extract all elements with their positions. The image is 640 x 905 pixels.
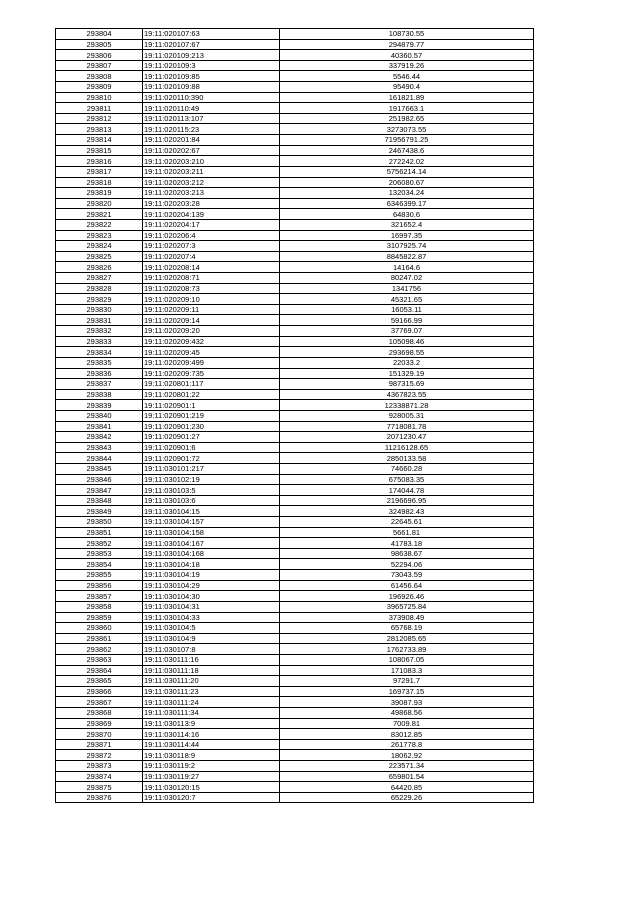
cadastral-number-cell: 19:11:020901:230	[143, 421, 280, 432]
row-number-cell: 293862	[56, 644, 143, 655]
cadastral-number-cell: 19:11:020109:85	[143, 71, 280, 82]
value-cell: 373908.49	[280, 612, 534, 623]
cadastral-number-cell: 19:11:030111:16	[143, 654, 280, 665]
cadastral-number-cell: 19:11:020110:49	[143, 103, 280, 114]
value-cell: 7009.81	[280, 718, 534, 729]
row-number-cell: 293817	[56, 166, 143, 177]
row-number-cell: 293836	[56, 368, 143, 379]
row-number-cell: 293852	[56, 538, 143, 549]
value-cell: 675083.35	[280, 474, 534, 485]
row-number-cell: 293860	[56, 623, 143, 634]
row-number-cell: 293841	[56, 421, 143, 432]
cadastral-number-cell: 19:11:020901:219	[143, 410, 280, 421]
row-number-cell: 293804	[56, 29, 143, 40]
value-cell: 45321.65	[280, 294, 534, 305]
row-number-cell: 293864	[56, 665, 143, 676]
table-row	[56, 389, 534, 400]
value-cell: 49868.56	[280, 708, 534, 719]
value-cell: 3107925.74	[280, 241, 534, 252]
cadastral-number-cell: 19:11:020201:84	[143, 135, 280, 146]
row-number-cell: 293810	[56, 92, 143, 103]
value-cell: 52294.06	[280, 559, 534, 570]
value-cell: 16053.11	[280, 304, 534, 315]
value-cell: 151329.19	[280, 368, 534, 379]
table-row	[56, 421, 534, 432]
row-number-cell: 293871	[56, 739, 143, 750]
row-number-cell: 293819	[56, 188, 143, 199]
table-row	[56, 485, 534, 496]
table-row	[56, 739, 534, 750]
table-row	[56, 135, 534, 146]
row-number-cell: 293827	[56, 273, 143, 284]
table-row	[56, 336, 534, 347]
row-number-cell: 293830	[56, 304, 143, 315]
value-cell: 97291.7	[280, 676, 534, 687]
cadastral-number-cell: 19:11:020801:117	[143, 379, 280, 390]
table-row	[56, 29, 534, 40]
value-cell: 22033.2	[280, 357, 534, 368]
table-row	[56, 315, 534, 326]
table-row	[56, 379, 534, 390]
row-number-cell: 293822	[56, 219, 143, 230]
row-number-cell: 293866	[56, 686, 143, 697]
table-row	[56, 326, 534, 337]
row-number-cell: 293828	[56, 283, 143, 294]
value-cell: 65229.26	[280, 792, 534, 803]
row-number-cell: 293816	[56, 156, 143, 167]
table-row	[56, 113, 534, 124]
cadastral-number-cell: 19:11:020209:20	[143, 326, 280, 337]
value-cell: 41783.18	[280, 538, 534, 549]
cadastral-value-table	[55, 28, 534, 803]
cadastral-number-cell: 19:11:020115:23	[143, 124, 280, 135]
cadastral-number-cell: 19:11:020209:11	[143, 304, 280, 315]
cadastral-number-cell: 19:11:030101:217	[143, 463, 280, 474]
table-row	[56, 548, 534, 559]
table-row	[56, 410, 534, 421]
table-row	[56, 708, 534, 719]
row-number-cell: 293868	[56, 708, 143, 719]
cadastral-number-cell: 19:11:020203:212	[143, 177, 280, 188]
value-cell: 6346399.17	[280, 198, 534, 209]
value-cell: 272242.02	[280, 156, 534, 167]
cadastral-number-cell: 19:11:030118:9	[143, 750, 280, 761]
value-cell: 11216128.65	[280, 442, 534, 453]
table-row	[56, 495, 534, 506]
value-cell: 261778.8	[280, 739, 534, 750]
cadastral-number-cell: 19:11:030104:30	[143, 591, 280, 602]
value-cell: 73043.59	[280, 570, 534, 581]
value-cell: 61456.64	[280, 580, 534, 591]
table-row	[56, 570, 534, 581]
row-number-cell: 293829	[56, 294, 143, 305]
value-cell: 294879.77	[280, 39, 534, 50]
table-row	[56, 750, 534, 761]
table-row	[56, 262, 534, 273]
cadastral-number-cell: 19:11:020202:67	[143, 145, 280, 156]
table-row	[56, 591, 534, 602]
table-row	[56, 527, 534, 538]
row-number-cell: 293847	[56, 485, 143, 496]
table-row	[56, 177, 534, 188]
cadastral-number-cell: 19:11:030104:168	[143, 548, 280, 559]
value-cell: 5546.44	[280, 71, 534, 82]
row-number-cell: 293844	[56, 453, 143, 464]
table-row	[56, 676, 534, 687]
row-number-cell: 293805	[56, 39, 143, 50]
value-cell: 8845822.87	[280, 251, 534, 262]
table-row	[56, 60, 534, 71]
row-number-cell: 293832	[56, 326, 143, 337]
value-cell: 2850133.58	[280, 453, 534, 464]
cadastral-number-cell: 19:11:020209:735	[143, 368, 280, 379]
cadastral-number-cell: 19:11:020208:14	[143, 262, 280, 273]
cadastral-number-cell: 19:11:020901:72	[143, 453, 280, 464]
value-cell: 659801.54	[280, 771, 534, 782]
value-cell: 1341756	[280, 283, 534, 294]
row-number-cell: 293843	[56, 442, 143, 453]
table-row	[56, 474, 534, 485]
row-number-cell: 293824	[56, 241, 143, 252]
value-cell: 206080.67	[280, 177, 534, 188]
row-number-cell: 293838	[56, 389, 143, 400]
cadastral-number-cell: 19:11:030104:167	[143, 538, 280, 549]
value-cell: 174044.78	[280, 485, 534, 496]
cadastral-number-cell: 19:11:020206:4	[143, 230, 280, 241]
row-number-cell: 293861	[56, 633, 143, 644]
cadastral-number-cell: 19:11:030104:31	[143, 601, 280, 612]
row-number-cell: 293818	[56, 177, 143, 188]
row-number-cell: 293870	[56, 729, 143, 740]
value-cell: 105098.46	[280, 336, 534, 347]
row-number-cell: 293859	[56, 612, 143, 623]
value-cell: 3273073.55	[280, 124, 534, 135]
value-cell: 293698.55	[280, 347, 534, 358]
value-cell: 40360.57	[280, 50, 534, 61]
value-cell: 3965725.84	[280, 601, 534, 612]
cadastral-number-cell: 19:11:030102:19	[143, 474, 280, 485]
cadastral-number-cell: 19:11:020107:67	[143, 39, 280, 50]
value-cell: 132034.24	[280, 188, 534, 199]
cadastral-number-cell: 19:11:030113:9	[143, 718, 280, 729]
row-number-cell: 293809	[56, 82, 143, 93]
cadastral-number-cell: 19:11:020203:210	[143, 156, 280, 167]
value-cell: 39087.93	[280, 697, 534, 708]
row-number-cell: 293851	[56, 527, 143, 538]
row-number-cell: 293858	[56, 601, 143, 612]
table-row	[56, 506, 534, 517]
row-number-cell: 293815	[56, 145, 143, 156]
table-row	[56, 230, 534, 241]
row-number-cell: 293856	[56, 580, 143, 591]
cadastral-number-cell: 19:11:020109:3	[143, 60, 280, 71]
table-row	[56, 166, 534, 177]
value-cell: 71956791.25	[280, 135, 534, 146]
cadastral-number-cell: 19:11:020208:73	[143, 283, 280, 294]
table-row	[56, 294, 534, 305]
table-row	[56, 442, 534, 453]
value-cell: 196926.46	[280, 591, 534, 602]
table-row	[56, 124, 534, 135]
table-row	[56, 782, 534, 793]
table-row	[56, 761, 534, 772]
row-number-cell: 293842	[56, 432, 143, 443]
value-cell: 7718081.78	[280, 421, 534, 432]
cadastral-number-cell: 19:11:030119:27	[143, 771, 280, 782]
value-cell: 928005.31	[280, 410, 534, 421]
cadastral-number-cell: 19:11:020207:4	[143, 251, 280, 262]
table-row	[56, 453, 534, 464]
cadastral-number-cell: 19:11:030104:18	[143, 559, 280, 570]
row-number-cell: 293863	[56, 654, 143, 665]
value-cell: 337919.26	[280, 60, 534, 71]
table-row	[56, 623, 534, 634]
table-row	[56, 304, 534, 315]
cadastral-number-cell: 19:11:020901:6	[143, 442, 280, 453]
table-row	[56, 39, 534, 50]
row-number-cell: 293867	[56, 697, 143, 708]
table-row	[56, 273, 534, 284]
value-cell: 2467438.6	[280, 145, 534, 156]
cadastral-number-cell: 19:11:020110:390	[143, 92, 280, 103]
table-row	[56, 357, 534, 368]
row-number-cell: 293806	[56, 50, 143, 61]
cadastral-number-cell: 19:11:030111:24	[143, 697, 280, 708]
row-number-cell: 293848	[56, 495, 143, 506]
table-row	[56, 792, 534, 803]
row-number-cell: 293834	[56, 347, 143, 358]
cadastral-number-cell: 19:11:020203:211	[143, 166, 280, 177]
cadastral-number-cell: 19:11:020203:28	[143, 198, 280, 209]
table-row	[56, 347, 534, 358]
row-number-cell: 293872	[56, 750, 143, 761]
row-number-cell: 293835	[56, 357, 143, 368]
row-number-cell: 293837	[56, 379, 143, 390]
cadastral-number-cell: 19:11:020207:3	[143, 241, 280, 252]
value-cell: 65768.19	[280, 623, 534, 634]
cadastral-number-cell: 19:11:020209:432	[143, 336, 280, 347]
value-cell: 2812085.65	[280, 633, 534, 644]
table-row	[56, 251, 534, 262]
cadastral-number-cell: 19:11:030104:33	[143, 612, 280, 623]
table-row	[56, 517, 534, 528]
value-cell: 324982.43	[280, 506, 534, 517]
row-number-cell: 293874	[56, 771, 143, 782]
cadastral-number-cell: 19:11:030104:19	[143, 570, 280, 581]
table-row	[56, 188, 534, 199]
table-row	[56, 71, 534, 82]
row-number-cell: 293849	[56, 506, 143, 517]
value-cell: 223571.34	[280, 761, 534, 772]
row-number-cell: 293855	[56, 570, 143, 581]
cadastral-number-cell: 19:11:020203:213	[143, 188, 280, 199]
value-cell: 18062.92	[280, 750, 534, 761]
value-cell: 74660.28	[280, 463, 534, 474]
table-row	[56, 283, 534, 294]
cadastral-number-cell: 19:11:030107:8	[143, 644, 280, 655]
table-row	[56, 103, 534, 114]
table-row	[56, 368, 534, 379]
cadastral-number-cell: 19:11:030104:158	[143, 527, 280, 538]
table-row	[56, 82, 534, 93]
value-cell: 251982.65	[280, 113, 534, 124]
row-number-cell: 293821	[56, 209, 143, 220]
table-row	[56, 771, 534, 782]
value-cell: 14164.6	[280, 262, 534, 273]
cadastral-number-cell: 19:11:030120:7	[143, 792, 280, 803]
cadastral-number-cell: 19:11:030104:15	[143, 506, 280, 517]
table-row	[56, 729, 534, 740]
table-body	[56, 29, 534, 803]
table-row	[56, 145, 534, 156]
cadastral-number-cell: 19:11:030103:6	[143, 495, 280, 506]
table-row	[56, 559, 534, 570]
table-row	[56, 601, 534, 612]
cadastral-number-cell: 19:11:020209:499	[143, 357, 280, 368]
value-cell: 12338871.28	[280, 400, 534, 411]
cadastral-number-cell: 19:11:020901:1	[143, 400, 280, 411]
value-cell: 4367823.55	[280, 389, 534, 400]
value-cell: 16997.35	[280, 230, 534, 241]
table-row	[56, 50, 534, 61]
value-cell: 80247.02	[280, 273, 534, 284]
cadastral-number-cell: 19:11:020113:107	[143, 113, 280, 124]
table-row	[56, 92, 534, 103]
cadastral-number-cell: 19:11:030104:5	[143, 623, 280, 634]
cadastral-number-cell: 19:11:020209:45	[143, 347, 280, 358]
value-cell: 98638.67	[280, 548, 534, 559]
table-row	[56, 697, 534, 708]
cadastral-number-cell: 19:11:030111:34	[143, 708, 280, 719]
table-row	[56, 463, 534, 474]
value-cell: 59166.99	[280, 315, 534, 326]
cadastral-number-cell: 19:11:030111:18	[143, 665, 280, 676]
table-row	[56, 156, 534, 167]
table-row	[56, 612, 534, 623]
table-row	[56, 219, 534, 230]
value-cell: 64420.85	[280, 782, 534, 793]
value-cell: 108730.55	[280, 29, 534, 40]
table-row	[56, 718, 534, 729]
table-row	[56, 580, 534, 591]
cadastral-number-cell: 19:11:020107:63	[143, 29, 280, 40]
cadastral-number-cell: 19:11:030114:44	[143, 739, 280, 750]
table-row	[56, 665, 534, 676]
table-row	[56, 686, 534, 697]
row-number-cell: 293833	[56, 336, 143, 347]
value-cell: 171083.3	[280, 665, 534, 676]
cadastral-number-cell: 19:11:030104:9	[143, 633, 280, 644]
value-cell: 5661.81	[280, 527, 534, 538]
row-number-cell: 293875	[56, 782, 143, 793]
value-cell: 161821.89	[280, 92, 534, 103]
row-number-cell: 293840	[56, 410, 143, 421]
cadastral-number-cell: 19:11:020901:27	[143, 432, 280, 443]
table-row	[56, 538, 534, 549]
cadastral-number-cell: 19:11:020209:14	[143, 315, 280, 326]
cadastral-number-cell: 19:11:030114:16	[143, 729, 280, 740]
table-row	[56, 400, 534, 411]
table-row	[56, 633, 534, 644]
row-number-cell: 293814	[56, 135, 143, 146]
row-number-cell: 293808	[56, 71, 143, 82]
row-number-cell: 293823	[56, 230, 143, 241]
cadastral-number-cell: 19:11:030111:23	[143, 686, 280, 697]
row-number-cell: 293845	[56, 463, 143, 474]
row-number-cell: 293857	[56, 591, 143, 602]
row-number-cell: 293813	[56, 124, 143, 135]
value-cell: 22645.61	[280, 517, 534, 528]
row-number-cell: 293811	[56, 103, 143, 114]
cadastral-number-cell: 19:11:030104:29	[143, 580, 280, 591]
table-row	[56, 198, 534, 209]
cadastral-number-cell: 19:11:030119:2	[143, 761, 280, 772]
table-row	[56, 654, 534, 665]
row-number-cell: 293854	[56, 559, 143, 570]
row-number-cell: 293820	[56, 198, 143, 209]
row-number-cell: 293873	[56, 761, 143, 772]
value-cell: 5756214.14	[280, 166, 534, 177]
cadastral-number-cell: 19:11:020109:88	[143, 82, 280, 93]
cadastral-number-cell: 19:11:030103:5	[143, 485, 280, 496]
row-number-cell: 293807	[56, 60, 143, 71]
row-number-cell: 293869	[56, 718, 143, 729]
row-number-cell: 293826	[56, 262, 143, 273]
cadastral-number-cell: 19:11:020204:139	[143, 209, 280, 220]
value-cell: 2196696.95	[280, 495, 534, 506]
cadastral-number-cell: 19:11:020204:17	[143, 219, 280, 230]
value-cell: 83012.85	[280, 729, 534, 740]
table-row	[56, 241, 534, 252]
cadastral-number-cell: 19:11:020209:10	[143, 294, 280, 305]
value-cell: 64830.6	[280, 209, 534, 220]
cadastral-number-cell: 19:11:030120:15	[143, 782, 280, 793]
cadastral-number-cell: 19:11:020801:22	[143, 389, 280, 400]
cadastral-number-cell: 19:11:020208:71	[143, 273, 280, 284]
row-number-cell: 293812	[56, 113, 143, 124]
value-cell: 1917663.1	[280, 103, 534, 114]
table-row	[56, 209, 534, 220]
value-cell: 95490.4	[280, 82, 534, 93]
table-row	[56, 644, 534, 655]
value-cell: 321652.4	[280, 219, 534, 230]
row-number-cell: 293865	[56, 676, 143, 687]
cadastral-number-cell: 19:11:020109:213	[143, 50, 280, 61]
value-cell: 1762733.89	[280, 644, 534, 655]
row-number-cell: 293876	[56, 792, 143, 803]
row-number-cell: 293850	[56, 517, 143, 528]
table-row	[56, 432, 534, 443]
cadastral-number-cell: 19:11:030104:157	[143, 517, 280, 528]
row-number-cell: 293831	[56, 315, 143, 326]
row-number-cell: 293825	[56, 251, 143, 262]
row-number-cell: 293846	[56, 474, 143, 485]
row-number-cell: 293853	[56, 548, 143, 559]
value-cell: 2071230.47	[280, 432, 534, 443]
value-cell: 37769.07	[280, 326, 534, 337]
value-cell: 169737.15	[280, 686, 534, 697]
value-cell: 108067.05	[280, 654, 534, 665]
value-cell: 987315.69	[280, 379, 534, 390]
row-number-cell: 293839	[56, 400, 143, 411]
cadastral-number-cell: 19:11:030111:20	[143, 676, 280, 687]
